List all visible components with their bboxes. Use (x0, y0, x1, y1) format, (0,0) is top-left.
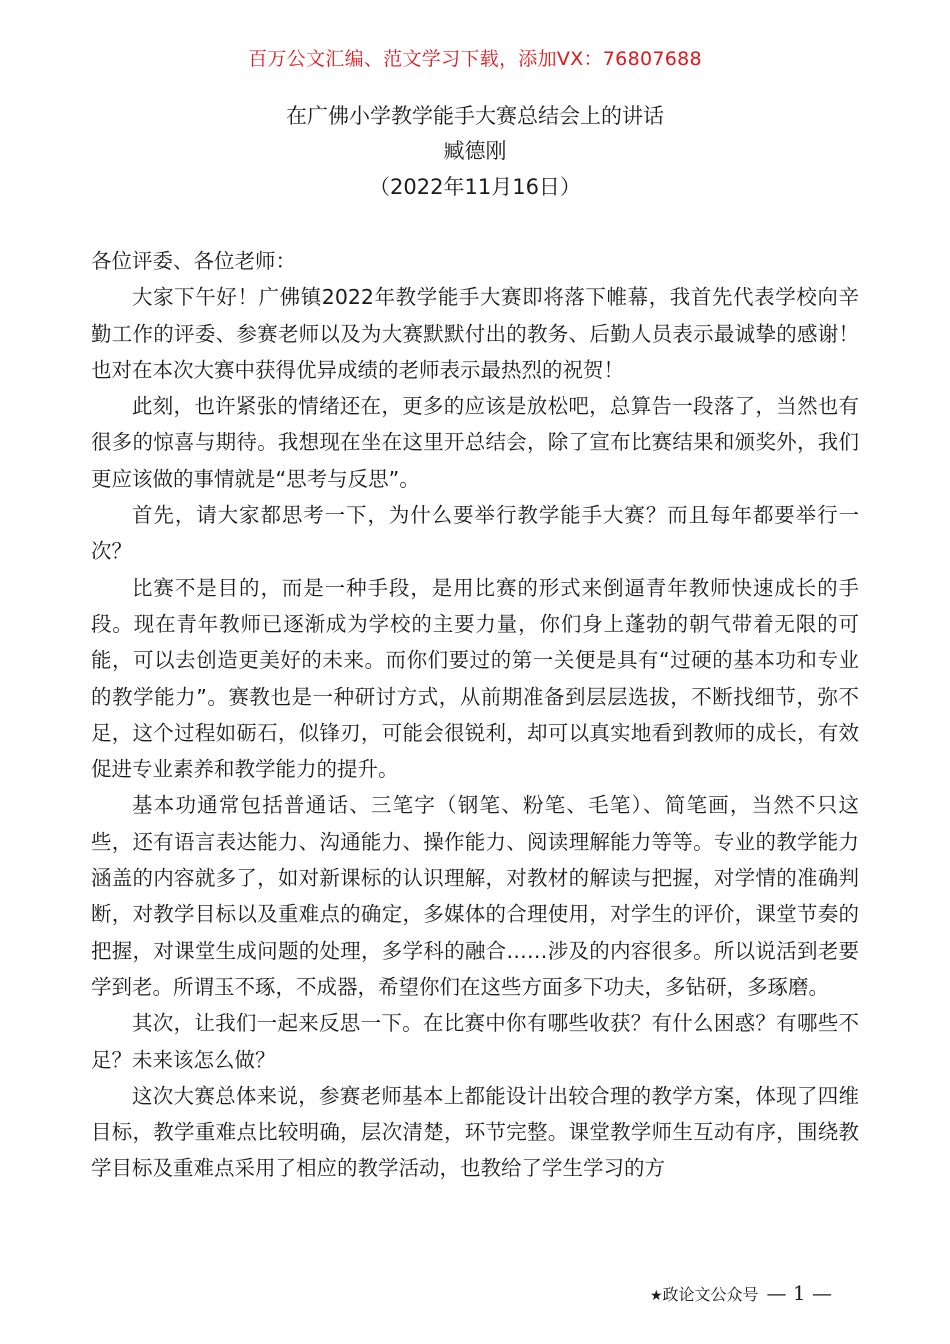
document-body (91, 243, 859, 1187)
paragraph: 其次，让我们一起来反思一下。在比赛中你有哪些收获？有什么困惑？有哪些不足？未来该怎么做？ (91, 1011, 859, 1072)
document-title: 在广佛小学教学能手大赛总结会上的讲话 (286, 104, 664, 128)
document-author: 臧德刚 (443, 139, 507, 163)
page-footer (650, 1281, 832, 1305)
star-icon: ★ (649, 1288, 663, 1304)
paragraph: 这次大赛总体来说，参赛老师基本上都能设计出较合理的教学方案，体现了四维目标，教学重难点比较明确，层次清楚，环节完整。课堂教学师生互动有序，围绕教学目标及重难点采用了相应的教学活动，也教给了学生学习的方 (91, 1083, 859, 1181)
paragraph: 基本功通常包括普通话、三笔字（钢笔、粉笔、毛笔）、简笔画，当然不只这些，还有语言表达能力、沟通能力、操作能力、阅读理解能力等等。专业的教学能力涵盖的内容就多了，如对新课标的认识理解，对教材的解读与把握，对学情的准确判断，对教学目标以及重难点的确定，多媒体的合理使用，对学生的评价，课堂节奏的把握，对课堂生成问题的处理，多学科的融合……涉及的内容很多。所以说活到老要学到老。所谓玉不琢，不成器，希望你们在这些方面多下功夫，多钻研，多琢磨。 (91, 793, 859, 999)
salutation: 各位评委、各位老师： (91, 249, 296, 273)
paragraph: 大家下午好！广佛镇2022年教学能手大赛即将落下帷幕，我首先代表学校向辛勤工作的评委、参赛老师以及为大赛默默付出的教务、后勤人员表示最诚挚的感谢！也对在本次大赛中获得优异成绩的老师表示最热烈的祝贺！ (91, 285, 859, 382)
paragraph: 比赛不是目的，而是一种手段，是用比赛的形式来倒逼青年教师快速成长的手段。现在青年教师已逐渐成为学校的主要力量，你们身上蓬勃的朝气带着无限的可能，可以去创造更美好的未来。而你们要过的第一关便是具有“过硬的基本功和专业的教学能力”。赛教也是一种研讨方式，从前期准备到层层选拔，不断找细节，弥不足，这个过程如砺石，似锋刃，可能会很锐利，却可以真实地看到教师的成长，有效促进专业素养和教学能力的提升。 (91, 575, 859, 782)
page-number: — 1 — (766, 1281, 832, 1305)
paragraph: 此刻，也许紧张的情绪还在，更多的应该是放松吧，总算告一段落了，当然也有很多的惊喜与期待。我想现在坐在这里开总结会，除了宣布比赛结果和颁奖外，我们更应该做的事情就是“思考与反思”。 (91, 394, 859, 491)
promo-banner: 百万公文汇编、范文学习下载，添加VX：76807688 (248, 48, 702, 70)
footer-label: 政论文公众号 (662, 1285, 759, 1304)
paragraph: 首先，请大家都思考一下，为什么要举行教学能手大赛？而且每年都要举行一次？ (91, 503, 859, 564)
document-date: （2022年11月16日） (369, 175, 581, 199)
